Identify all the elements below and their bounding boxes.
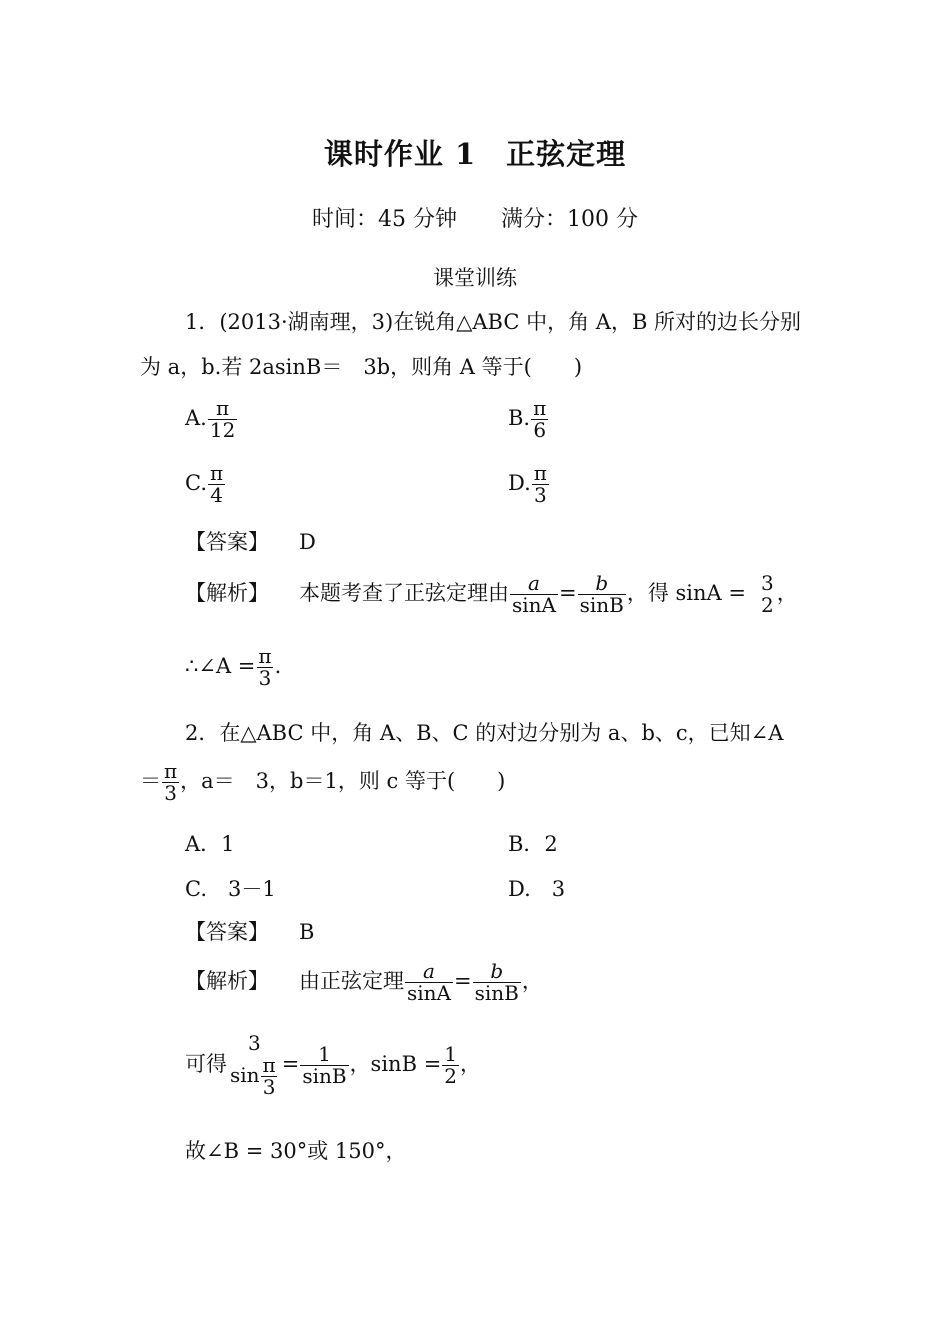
q2-step: 可得 3 sin $\frac{\pi}{3}$ = $\frac{1}{\sin B}$ ，sinB = $\frac{1}{2}$ ，	[185, 1031, 482, 1099]
q1-option-a: A. $\frac{\pi}{12}$	[185, 396, 236, 442]
q1-conclusion: ∴∠A = $\frac{\pi}{3}$ .	[185, 644, 282, 690]
q2-option-b: B．2	[508, 832, 558, 856]
q2-stem-line1: 2．在△ABC 中，角 A、B、C 的对边分别为 a、b、c，已知∠A	[185, 721, 784, 745]
q1-analysis: 【解析】 本题考查了正弦定理由 $\frac{a}{\sin A}$ = $\frac{b}{\sin B}$ ，得 sinA = 3 2 ，	[185, 571, 798, 617]
section-heading: 课堂训练	[433, 266, 517, 290]
q1-option-d: D. $\frac{\pi}{3}$	[508, 461, 547, 507]
page-title: 课时作业 1 正弦定理	[323, 137, 627, 171]
q2-answer	[185, 916, 314, 946]
analysis-label: 【解析】	[185, 969, 269, 993]
answer-label: 【答案】	[185, 920, 269, 944]
q2-option-a: A．1	[185, 832, 235, 856]
q1-option-c: C. $\frac{\pi}{4}$	[185, 461, 224, 507]
q1-option-b: B. $\frac{\pi}{6}$	[508, 396, 547, 442]
answer-value: D	[299, 530, 316, 554]
q2-option-d: D. 3	[508, 877, 566, 901]
time-limit: 时间：45 分钟	[312, 207, 457, 232]
full-score: 满分：100 分	[501, 207, 638, 232]
q1-stem-line1: 1．(2013·湖南理，3)在锐角△ABC 中，角 A，B 所对的边长分别	[185, 310, 802, 334]
q1-answer	[185, 526, 316, 556]
exam-info	[0, 202, 950, 233]
q2-stem-line2: ＝ $\frac{\pi}{3}$ ，a＝ 3，b＝1，则 c 等于( )	[140, 759, 506, 805]
q2-analysis: 【解析】 由正弦定理 $\frac{a}{\sin A}$ = $\frac{b}{\sin B}$ ，	[185, 959, 543, 1005]
answer-value: B	[299, 920, 315, 944]
q2-option-c: C. 3－1	[185, 877, 276, 901]
answer-label: 【答案】	[185, 530, 269, 554]
q1-stem-line2: 为 a，b.若 2asinB＝ 3b，则角 A 等于( )	[140, 355, 583, 379]
q2-final: 故∠B = 30°或 150°，	[185, 1139, 407, 1163]
analysis-label: 【解析】	[185, 581, 269, 605]
